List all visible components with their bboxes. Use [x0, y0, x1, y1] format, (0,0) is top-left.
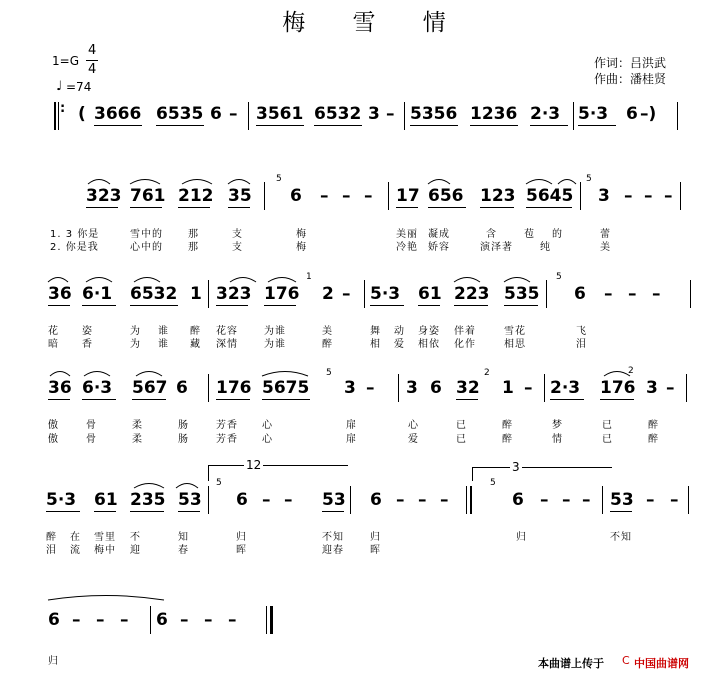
- lyric: 柔: [132, 434, 143, 445]
- note-group: –: [180, 610, 189, 630]
- lyric: 蕾: [600, 229, 611, 240]
- note-group: 5645: [526, 186, 574, 206]
- lyric: 谁: [158, 339, 169, 350]
- lyric: 支: [232, 229, 243, 240]
- slur-arc: [428, 180, 450, 185]
- lyric: 支: [232, 242, 243, 253]
- note-group: 6: [236, 490, 248, 510]
- lyric: 泪: [46, 545, 57, 556]
- slur-arc: [558, 180, 576, 185]
- lyric: 的: [552, 229, 563, 240]
- lyric: 流: [70, 545, 81, 556]
- note-group: –: [666, 378, 675, 398]
- grace-note: 5: [326, 368, 332, 378]
- note-group: 6: [574, 284, 586, 304]
- lyricist-credit: 作词：吕洪武: [594, 56, 667, 70]
- lyric: 美: [600, 242, 611, 253]
- note-group: 1: [502, 378, 514, 398]
- note-group: 6: [176, 378, 188, 398]
- lyric: 雪里: [94, 532, 116, 543]
- slur-arc: [230, 278, 256, 283]
- note-group: 6532: [130, 284, 178, 304]
- note-group: –: [644, 186, 653, 206]
- slur-arc: [604, 372, 630, 377]
- note-group: 3: [646, 378, 658, 398]
- lyric: 在: [70, 532, 81, 543]
- note-group: 1236: [470, 104, 518, 124]
- note-group: –: [120, 610, 129, 630]
- lyric: 雪中的: [130, 229, 163, 240]
- lyric: 花容: [216, 326, 238, 337]
- grace-note: 5: [276, 174, 282, 184]
- lyric: 晖: [236, 545, 247, 556]
- slur-arc: [88, 180, 110, 185]
- note-group: –: [386, 104, 395, 124]
- lyric: 醉: [648, 434, 659, 445]
- lyric: 香: [82, 339, 93, 350]
- lyric: 骨: [86, 420, 97, 431]
- note-group: 176: [264, 284, 300, 304]
- note-group: 2·3: [550, 378, 581, 398]
- note-group: 32: [456, 378, 480, 398]
- note-group: 3: [344, 378, 356, 398]
- key-signature: 1=G: [52, 54, 79, 68]
- lyric: 知: [178, 532, 189, 543]
- lyric: 身姿: [418, 326, 440, 337]
- note-group: 656: [428, 186, 464, 206]
- lyric: 为谁: [264, 326, 286, 337]
- lyric: 晖: [370, 545, 381, 556]
- lyric: 芳香: [216, 434, 238, 445]
- note-group: 5·3: [46, 490, 77, 510]
- lyric: 谁: [158, 326, 169, 337]
- lyric: 醉: [46, 532, 57, 543]
- source-caption: 本曲谱上传于: [538, 657, 604, 670]
- note-group: 6: [156, 610, 168, 630]
- note-group: 123: [480, 186, 516, 206]
- lyric: 醉: [648, 420, 659, 431]
- lyric: 归: [370, 532, 381, 543]
- lyric: 凝成: [428, 229, 450, 240]
- note-group: –: [582, 490, 591, 510]
- tempo-mark: =74: [66, 80, 92, 94]
- note-group: –: [604, 284, 613, 304]
- lyric: 纯: [540, 242, 551, 253]
- note-group: 6: [48, 610, 60, 630]
- note-group: 3: [598, 186, 610, 206]
- note-group: 6535: [156, 104, 204, 124]
- slur-arc: [228, 180, 250, 185]
- note-group: 535: [504, 284, 540, 304]
- lyric: 娇容: [428, 242, 450, 253]
- note-group: 212: [178, 186, 214, 206]
- volta-label: 3: [512, 460, 520, 474]
- note-group: –: [524, 378, 533, 398]
- note-group: –: [664, 186, 673, 206]
- page-title: 梅 雪 情: [282, 10, 466, 36]
- lyric: 已: [602, 434, 613, 445]
- grace-note: 5: [216, 478, 222, 488]
- lyric: 归: [48, 656, 59, 667]
- lyric: 已: [456, 434, 467, 445]
- slur-arc: [136, 372, 162, 377]
- lyric: 为: [130, 339, 141, 350]
- note-group: –: [72, 610, 81, 630]
- grace-note: 2: [484, 368, 490, 378]
- note-group: 2·3: [530, 104, 561, 124]
- grace-note: 5: [490, 478, 496, 488]
- time-signature-bottom: 4: [88, 62, 97, 77]
- lyric: 藏: [190, 339, 201, 350]
- note-group: 6: [290, 186, 302, 206]
- lyric: 心中的: [130, 242, 163, 253]
- note-group: –: [652, 284, 661, 304]
- quarter-note-icon: ♩: [56, 79, 63, 94]
- site-logo: 中国曲谱网: [634, 657, 689, 670]
- slur-arc: [48, 596, 164, 601]
- note-group: 35: [228, 186, 252, 206]
- slur-arc: [86, 278, 112, 283]
- slur-arc: [48, 278, 68, 283]
- lyric: 心: [262, 434, 273, 445]
- slur-arc: [134, 484, 164, 489]
- lyric: 雪花: [504, 326, 526, 337]
- lyric: 心: [262, 420, 273, 431]
- lyric: 情: [552, 434, 563, 445]
- slur-arc: [262, 372, 308, 377]
- grace-note: 5: [556, 272, 562, 282]
- lyric: 冷艳: [396, 242, 418, 253]
- repeat-dots-icon: :: [60, 101, 66, 116]
- note-group: –: [364, 186, 373, 206]
- note-group: 53: [178, 490, 202, 510]
- lyric: 姿: [82, 326, 93, 337]
- lyric: 归: [516, 532, 527, 543]
- note-group: –): [640, 104, 657, 124]
- note-group: 323: [86, 186, 122, 206]
- lyric: 醉: [502, 420, 513, 431]
- lyric: 已: [456, 420, 467, 431]
- slur-arc: [526, 180, 552, 185]
- slur-arc: [176, 484, 198, 489]
- lyric: 2. 你是我: [50, 242, 99, 253]
- note-group: –: [229, 104, 238, 124]
- note-group: –: [418, 490, 427, 510]
- lyric: 伴着: [454, 326, 476, 337]
- note-group: –: [540, 490, 549, 510]
- logo-icon: C: [622, 654, 630, 667]
- note-group: 3: [406, 378, 418, 398]
- lyric: 芳香: [216, 420, 238, 431]
- note-group: –: [342, 284, 351, 304]
- lyric: 暗: [48, 339, 59, 350]
- slur-arc: [84, 372, 110, 377]
- note-group: 323: [216, 284, 252, 304]
- lyric: 傲: [48, 434, 59, 445]
- lyric: 扉: [346, 420, 357, 431]
- note-group: –: [628, 284, 637, 304]
- lyric: 相思: [504, 339, 526, 350]
- lyric: 飞: [576, 326, 587, 337]
- note-group: 36: [48, 284, 72, 304]
- lyric: 为: [130, 326, 141, 337]
- note-group: 6: [430, 378, 442, 398]
- slur-arc: [504, 278, 530, 283]
- lyric: 梅: [296, 242, 307, 253]
- lyric: 肠: [178, 434, 189, 445]
- lyric: 迎春: [322, 545, 344, 556]
- lyric: 春: [178, 545, 189, 556]
- note-group: 223: [454, 284, 490, 304]
- note-group: 3561: [256, 104, 304, 124]
- note-group: 53: [610, 490, 634, 510]
- lyric: 爱: [394, 339, 405, 350]
- note-group: 235: [130, 490, 166, 510]
- lyric: 肠: [178, 420, 189, 431]
- note-group: 761: [130, 186, 166, 206]
- slur-arc: [134, 278, 160, 283]
- note-group: 6: [512, 490, 524, 510]
- lyric: 不知: [322, 532, 344, 543]
- note-group: 61: [418, 284, 442, 304]
- note-group: –: [284, 490, 293, 510]
- note-group: 176: [216, 378, 252, 398]
- note-group: –: [440, 490, 449, 510]
- note-group: –: [342, 186, 351, 206]
- lyric: 相: [370, 339, 381, 350]
- note-group: 3: [368, 104, 380, 124]
- lyric: 梅中: [94, 545, 116, 556]
- lyric: 深情: [216, 339, 238, 350]
- note-group: 176: [600, 378, 636, 398]
- grace-note: 2: [628, 366, 634, 376]
- note-group: 6532: [314, 104, 362, 124]
- lyric: 迎: [130, 545, 141, 556]
- slur-arc: [182, 180, 212, 185]
- slur-arc: [454, 278, 480, 283]
- note-group: 567: [132, 378, 168, 398]
- composer-credit: 作曲：潘桂贤: [594, 72, 667, 86]
- lyric: 美丽: [396, 229, 418, 240]
- note-group: –: [228, 610, 237, 630]
- note-group: –: [204, 610, 213, 630]
- note-group: 6: [626, 104, 638, 124]
- lyric: 不知: [610, 532, 632, 543]
- lyric: 含: [486, 229, 497, 240]
- lyric: 已: [602, 420, 613, 431]
- note-group: 5·3: [370, 284, 401, 304]
- note-group: 53: [322, 490, 346, 510]
- note-group: –: [670, 490, 679, 510]
- lyric: 苞: [524, 229, 535, 240]
- lyric: 醉: [190, 326, 201, 337]
- note-group: –: [624, 186, 633, 206]
- lyric: 梦: [552, 420, 563, 431]
- note-group: 36: [48, 378, 72, 398]
- note-group: 1: [190, 284, 202, 304]
- note-group: 6: [370, 490, 382, 510]
- lyric: 泪: [576, 339, 587, 350]
- slur-arc: [50, 372, 70, 377]
- note-group: –: [320, 186, 329, 206]
- lyric: 相依: [418, 339, 440, 350]
- lyric: 为谁: [264, 339, 286, 350]
- volta-label: 12: [246, 458, 262, 472]
- lyric: 花: [48, 326, 59, 337]
- lyric: 骨: [86, 434, 97, 445]
- lyric: 1. 3 你是: [50, 229, 100, 240]
- note-group: 5356: [410, 104, 458, 124]
- note-group: 6·1: [82, 284, 113, 304]
- note-group: 6·3: [82, 378, 113, 398]
- slur-arc: [130, 180, 160, 185]
- note-group: 6: [210, 104, 222, 124]
- lyric: 柔: [132, 420, 143, 431]
- note-group: 17: [396, 186, 420, 206]
- note-group: –: [262, 490, 271, 510]
- lyric: 爱: [408, 434, 419, 445]
- lyric: 醉: [322, 339, 333, 350]
- lyric: 动: [394, 326, 405, 337]
- note-group: 61: [94, 490, 118, 510]
- grace-note: 1: [306, 272, 312, 282]
- lyric: 归: [236, 532, 247, 543]
- note-group: 5675: [262, 378, 310, 398]
- lyric: 扉: [346, 434, 357, 445]
- note-group: (: [78, 104, 86, 124]
- lyric: 舞: [370, 326, 381, 337]
- lyric: 化作: [454, 339, 476, 350]
- note-group: 2: [322, 284, 334, 304]
- lyric: 醉: [502, 434, 513, 445]
- lyric: 那: [188, 229, 199, 240]
- lyric: 不: [130, 532, 141, 543]
- lyric: 美: [322, 326, 333, 337]
- note-group: 5·3: [578, 104, 609, 124]
- grace-note: 5: [586, 174, 592, 184]
- lyric: 傲: [48, 420, 59, 431]
- note-group: –: [562, 490, 571, 510]
- time-signature-top: 4: [88, 43, 97, 58]
- note-group: –: [96, 610, 105, 630]
- note-group: 3666: [94, 104, 142, 124]
- lyric: 梅: [296, 229, 307, 240]
- lyric: 演泽著: [480, 242, 513, 253]
- note-group: –: [646, 490, 655, 510]
- lyric: 那: [188, 242, 199, 253]
- note-group: –: [366, 378, 375, 398]
- slur-arc: [268, 278, 296, 283]
- note-group: –: [396, 490, 405, 510]
- lyric: 心: [408, 420, 419, 431]
